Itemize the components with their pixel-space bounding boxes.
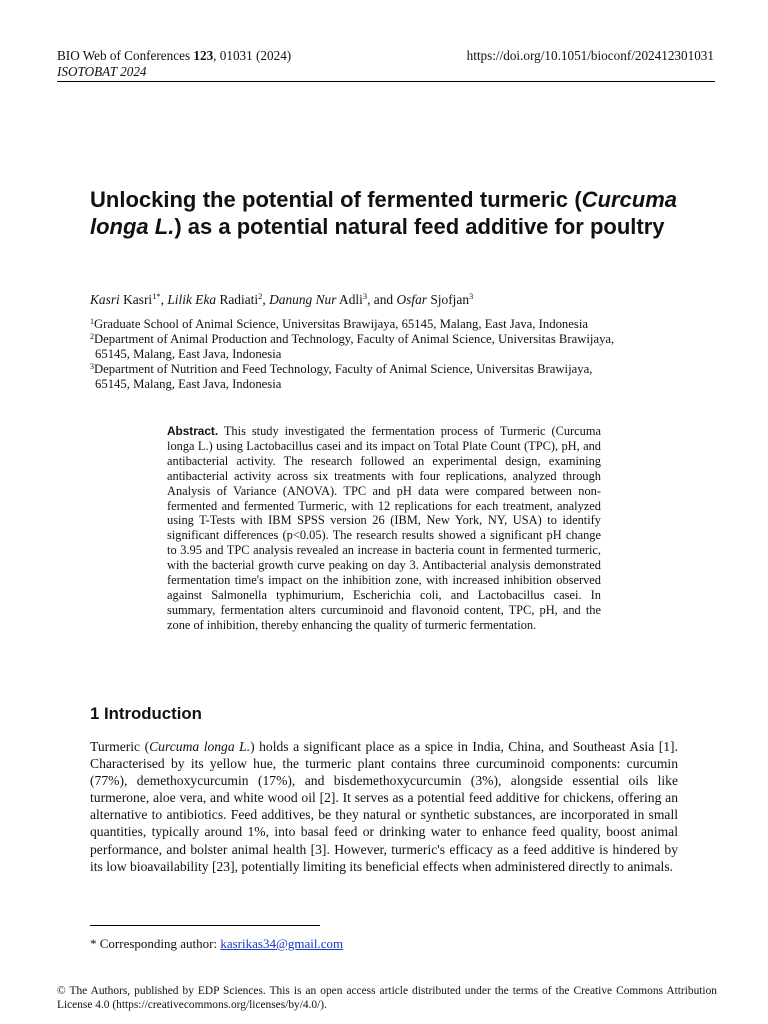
header-divider bbox=[57, 81, 715, 82]
section-heading: 1 Introduction bbox=[90, 704, 202, 723]
corresponding-author-note: * Corresponding author: kasrikas34@gmail.com bbox=[90, 936, 344, 951]
author: Kasri Kasri$^{1*}$ bbox=[90, 291, 161, 307]
doi-link[interactable]: https://doi.org/10.1051/bioconf/202412301031 bbox=[466, 48, 714, 63]
paper-title: Unlocking the potential of fermented turmeric (Curcuma longa L.) as a potential natural feed additive for poultry bbox=[90, 187, 677, 239]
copyright-notice: © The Authors, published by EDP Sciences. This is an open access article distributed under the terms of the Creative Commons Attribution License 4.0 (https://creativecommons.org/licenses/by/4.0/). bbox=[57, 985, 717, 1011]
species-name: Curcuma longa L. bbox=[149, 739, 251, 754]
author-email-link[interactable]: kasrikas34@gmail.com bbox=[220, 936, 344, 951]
abstract-text: This study investigated the fermentation process of Turmeric (Curcuma longa L.) using Lactobacillus casei and its impact on Total Plate Count (TPC), pH, and antibacterial activity. The research followed an experimental design, examining antibacterial activity across six treatments with four replications, analyzed through Analysis of Variance (ANOVA). TPC and pH data were compared between non-fermented and fermented Turmeric, with 12 replications for each treatment, analyzed using T-Tests with IBM SPSS version 26 (IBM, New York, NY, USA) to identify significant differences (p<0.05). The research results showed a significant pH change to 3.95 and TPC analysis revealed an increase in bacteria count in fermented turmeric, with the bacterial growth curve peaking on day 3. Antibacterial analysis demonstrated fermentation time's impact on the inhibition zone, with increased inhibition observed against Salmonella typhimurium, Escherichia coli, and Lactobacillus casei. In summary, fermentation alters curcuminoid and flavonoid content, TPC, pH, and the zone of inhibition, thereby enhancing the quality of turmeric fermentation. bbox=[167, 424, 602, 632]
footnote-divider bbox=[90, 925, 320, 926]
author: Osfar Sjofjan$^3$ bbox=[396, 291, 474, 307]
journal-header bbox=[57, 48, 291, 80]
abstract bbox=[167, 424, 601, 633]
abstract-label: Abstract. bbox=[167, 424, 219, 438]
title-species: Curcuma longa L. bbox=[90, 187, 677, 239]
conference-name: ISOTOBAT 2024 bbox=[57, 64, 147, 79]
journal-citation: BIO Web of Conferences 123, 01031 (2024) bbox=[57, 48, 292, 63]
volume-number: 123 bbox=[193, 48, 214, 63]
author: Lilik Eka Radiati$^2$ bbox=[167, 291, 263, 307]
affiliation-3: $^3$Department of Nutrition and Feed Technology, Faculty of Animal Science, Universitas Brawijaya, 65145, Malang, East Java, Indonesia bbox=[90, 362, 593, 391]
affiliation-1: $^1$Graduate School of Animal Science, Universitas Brawijaya, 65145, Malang, East Java, Indonesia bbox=[90, 317, 588, 331]
author-list: Kasri Kasri$^{1*}$, Lilik Eka Radiati$^2$, Danung Nur Adli$^3$, and Osfar Sjofjan$^3$ bbox=[90, 291, 474, 307]
affiliation-2: $^2$Department of Animal Production and Technology, Faculty of Animal Science, Universitas Brawijaya, 65145, Malang, East Java, Indonesia bbox=[90, 332, 615, 361]
author: Danung Nur Adli$^3$ bbox=[269, 291, 368, 307]
intro-paragraph: Turmeric (Curcuma longa L.) holds a significant place as a spice in India, China, and Southeast Asia [1]. Characterised by its yellow hue, the turmeric plant contains three curcuminoid components: curcumin (77%), demethoxycurcumin (17%), and bisdemethoxycurcumin (3%), alongside essential oils like turmerone, aloe vera, and white wood oil [2]. It serves as a potential feed additive for chickens, offering an alternative to antibiotics. Feed additives, be they natural or synthetic substances, are incorporated in small quantities, typically around 1%, into basal feed or drinking water to enhance feed quality, boost animal performance, and bolster animal health [3]. However, turmeric's efficacy as a feed additive is hindered by its low bioavailability [23], potentially limiting its beneficial effects when administered directly to animals. bbox=[90, 739, 678, 874]
